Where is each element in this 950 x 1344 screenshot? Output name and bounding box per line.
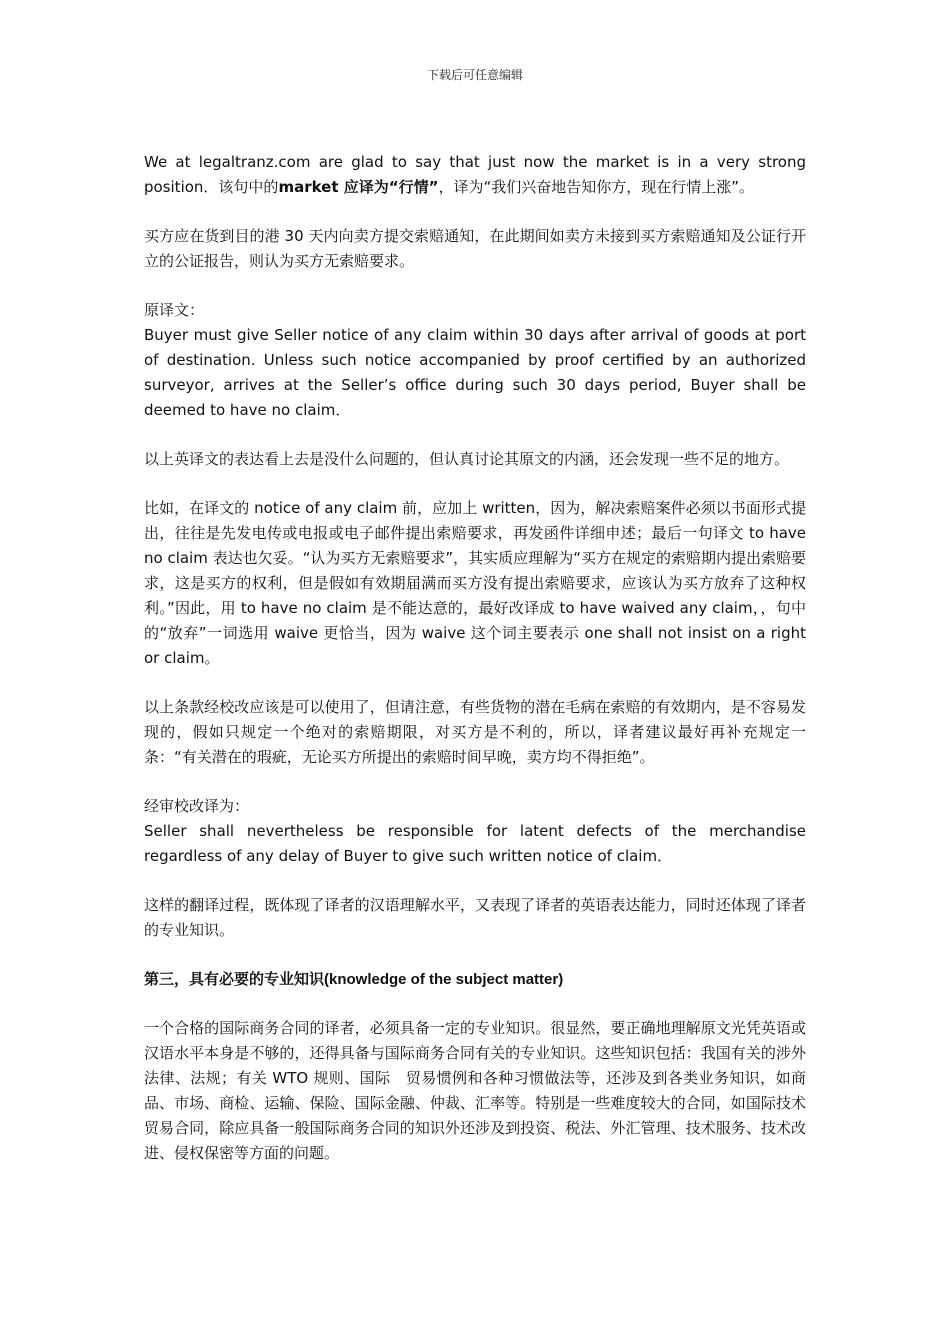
paragraph-revised-translation	[144, 794, 806, 869]
paragraph-market-bold: market 应译为“行情”	[278, 178, 439, 196]
revised-translation-english: Seller shall nevertheless be responsible for latent defects of the merchandise regardless of any delay of Buyer to give such written notice of claim．	[144, 822, 806, 865]
paragraph-market-chinese-a: 该句中的	[218, 178, 279, 196]
paragraph-conclusion: 这样的翻译过程，既体现了译者的汉语理解水平，又表现了译者的英语表达能力，同时还体现了译者的专业知识。	[144, 896, 806, 939]
original-translation-english: Buyer must give Seller notice of any claim within 30 days after arrival of goods at port of destination. Unless such notice accompanied by proof certified by an authorized surveyor, arrives at the Seller’s office during such 30 days period, Buyer shall be deemed to have no claim．	[144, 326, 806, 419]
paragraph-original-translation	[144, 298, 806, 423]
paragraph-market	[144, 150, 806, 200]
paragraph-subject-knowledge: 一个合格的国际商务合同的译者，必须具备一定的专业知识。很显然，要正确地理解原文光凭英语或汉语水平本身是不够的，还得具备与国际商务合同有关的专业知识。这些知识包括：我国有关的涉外法律、法规；有关 WTO 规则、国际 贸易惯例和各种习惯做法等，还涉及到各类业务知识，如商品、市场、商检、运输、保险、国际金融、仲裁、汇率等。特别是一些难度较大的合同，如国际技术贸易合同，除应具备一般国际商务合同的知识外还涉及到投资、税法、外汇管理、技术服务、技术改进、侵权保密等方面的问题。	[144, 1019, 806, 1162]
document-body	[144, 150, 806, 1190]
revised-translation-label: 经审校改译为：	[144, 797, 250, 815]
original-translation-label: 原译文：	[144, 301, 205, 319]
paragraph-market-chinese-b: ，译为“我们兴奋地告知你方，现在行情上涨”。	[438, 178, 754, 196]
paragraph-market-english: We at legaltranz.com are glad to say that just now the market is in a very strong position．	[144, 153, 806, 196]
paragraph-analysis: 以上英译文的表达看上去是没什么问题的，但认真讨论其原文的内涵，还会发现一些不足的地方。	[144, 450, 790, 468]
section-heading: 第三，具有必要的专业知识(knowledge of the subject matter)	[144, 971, 564, 988]
paragraph-revision-note: 以上条款经校改应该是可以使用了，但请注意，有些货物的潜在毛病在索赔的有效期内，是不容易发现的，假如只规定一个绝对的索赔期限，对买方是不利的，所以，译者建议最好再补充规定一条：“有关潜在的瑕疵，无论买方所提出的索赔时间早晚，卖方均不得拒绝”。	[144, 698, 806, 766]
page-header: 下载后可任意编辑	[426, 68, 523, 82]
paragraph-clause: 买方应在货到目的港 30 天内向卖方提交索赔通知，在此期间如卖方未接到买方索赔通知及公证行开立的公证报告，则认为买方无索赔要求。	[144, 227, 806, 270]
paragraph-example: 比如，在译文的 notice of any claim 前，应加上 written，因为，解决索赔案件必须以书面形式提出，往往是先发电传或电报或电子邮件提出索赔要求，再发函件详细申述；最后一句译文 to have no claim 表达也欠妥。“认为买方无索赔要求”，其实质应理解为“买方在规定的索赔期内提出索赔要求，这是买方的权利，但是假如有效期届满而买方没有提出索赔要求，应该认为买方放弃了这种权利。”因此，用 to have no claim 是不能达意的，最好改译成 to have waived any claim，，句中的“放弃”一词选用 waive 更恰当，因为 waive 这个词主要表示 one shall not insist on a right or claim。	[144, 499, 806, 667]
